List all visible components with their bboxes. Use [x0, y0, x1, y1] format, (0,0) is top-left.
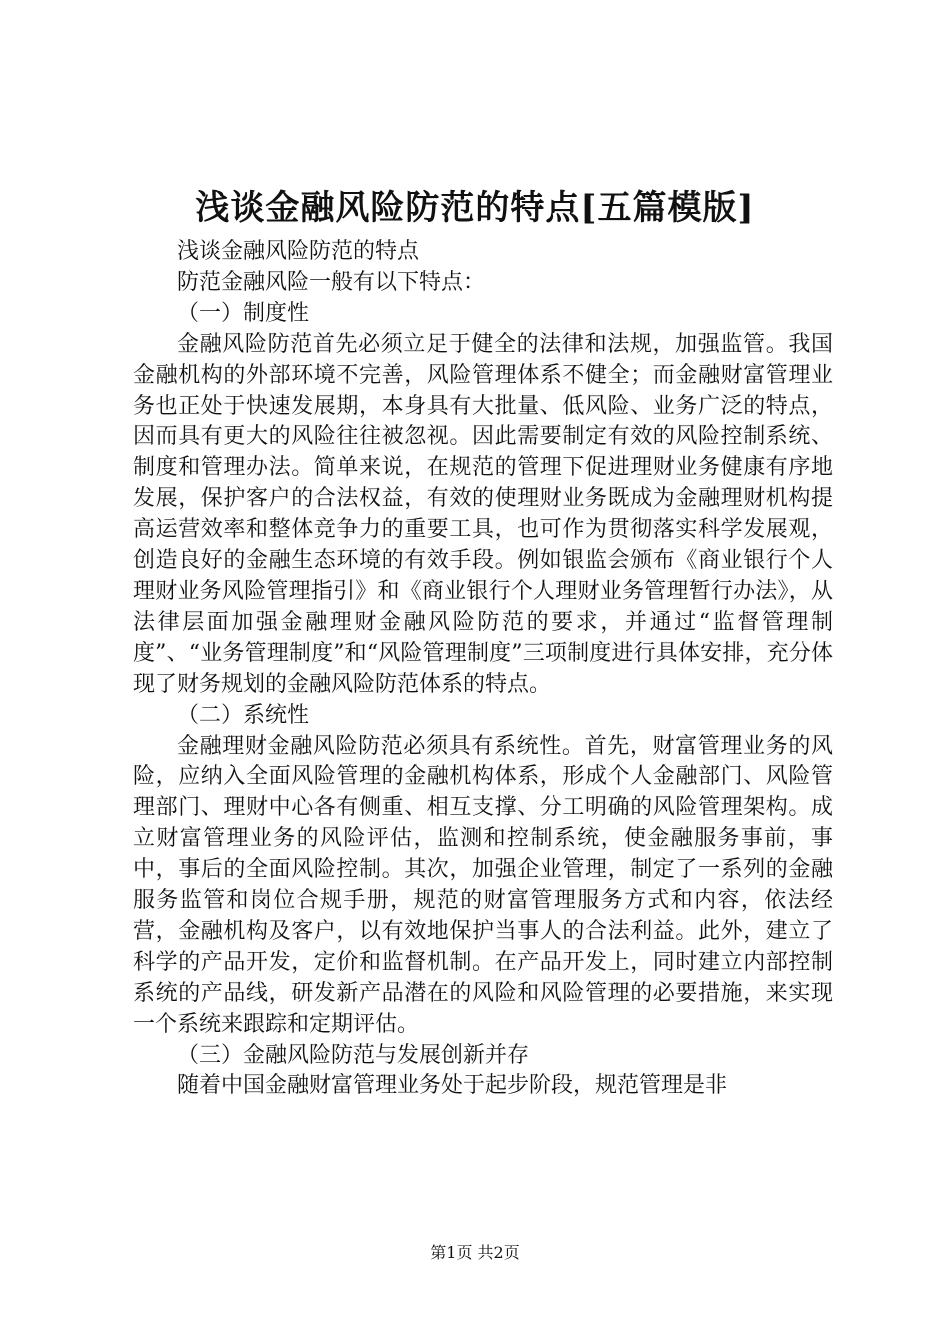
paragraph-subtitle: 浅谈金融风险防范的特点	[177, 239, 420, 264]
document-title: 浅谈金融风险防范的特点[五篇模版]	[195, 188, 755, 228]
paragraph-intro: 防范金融风险一般有以下特点：	[177, 269, 486, 295]
document-body	[133, 237, 833, 1102]
section-heading-2: （二）系统性	[177, 702, 310, 728]
paragraph-section-3: 随着中国金融财富管理业务处于起步阶段，规范管理是非	[177, 1073, 728, 1099]
page-footer: 第1页 共2页	[430, 1243, 520, 1262]
section-heading-1: （一）制度性	[177, 300, 310, 326]
paragraph-section-2: 金融理财金融风险防范必须具有系统性。首先，财富管理业务的风险，应纳入全面风险管理的金融机构体系，形成个人金融部门、风险管理部门、理财中心各有侧重、相互支撑、分工明确的风险管理架构。成立财富管理业务的风险评估，监测和控制系统，使金融服务事前，事中，事后的全面风险控制。其次，加强企业管理，制定了一系列的金融服务监管和岗位合规手册，规范的财富管理服务方式和内容，依法经营，金融机构及客户，以有效地保护当事人的合法利益。此外，建立了科学的产品开发，定价和监督机制。在产品开发上，同时建立内部控制系统的产品线，研发新产品潜在的风险和风险管理的必要措施，来实现一个系统来跟踪和定期评估。	[133, 733, 833, 1037]
section-heading-3: （三）金融风险防范与发展创新并存	[177, 1042, 530, 1068]
paragraph-section-1: 金融风险防范首先必须立足于健全的法律和法规，加强监管。我国金融机构的外部环境不完善，风险管理体系不健全；而金融财富管理业务也正处于快速发展期，本身具有大批量、低风险、业务广泛的特点，因而具有更大的风险往往被忽视。因此需要制定有效的风险控制系统、制度和管理办法。简单来说，在规范的管理下促进理财业务健康有序地发展，保护客户的合法权益，有效的使理财业务既成为金融理财机构提高运营效率和整体竞争力的重要工具，也可作为贯彻落实科学发展观，创造良好的金融生态环境的有效手段。例如银监会颁布《商业银行个人理财业务风险管理指引》和《商业银行个人理财业务管理暂行办法》，从法律层面加强金融理财金融风险防范的要求，并通过“监督管理制度”、“业务管理制度”和“风险管理制度”三项制度进行具体安排，充分体现了财务规划的金融风险防范体系的特点。	[133, 331, 833, 697]
